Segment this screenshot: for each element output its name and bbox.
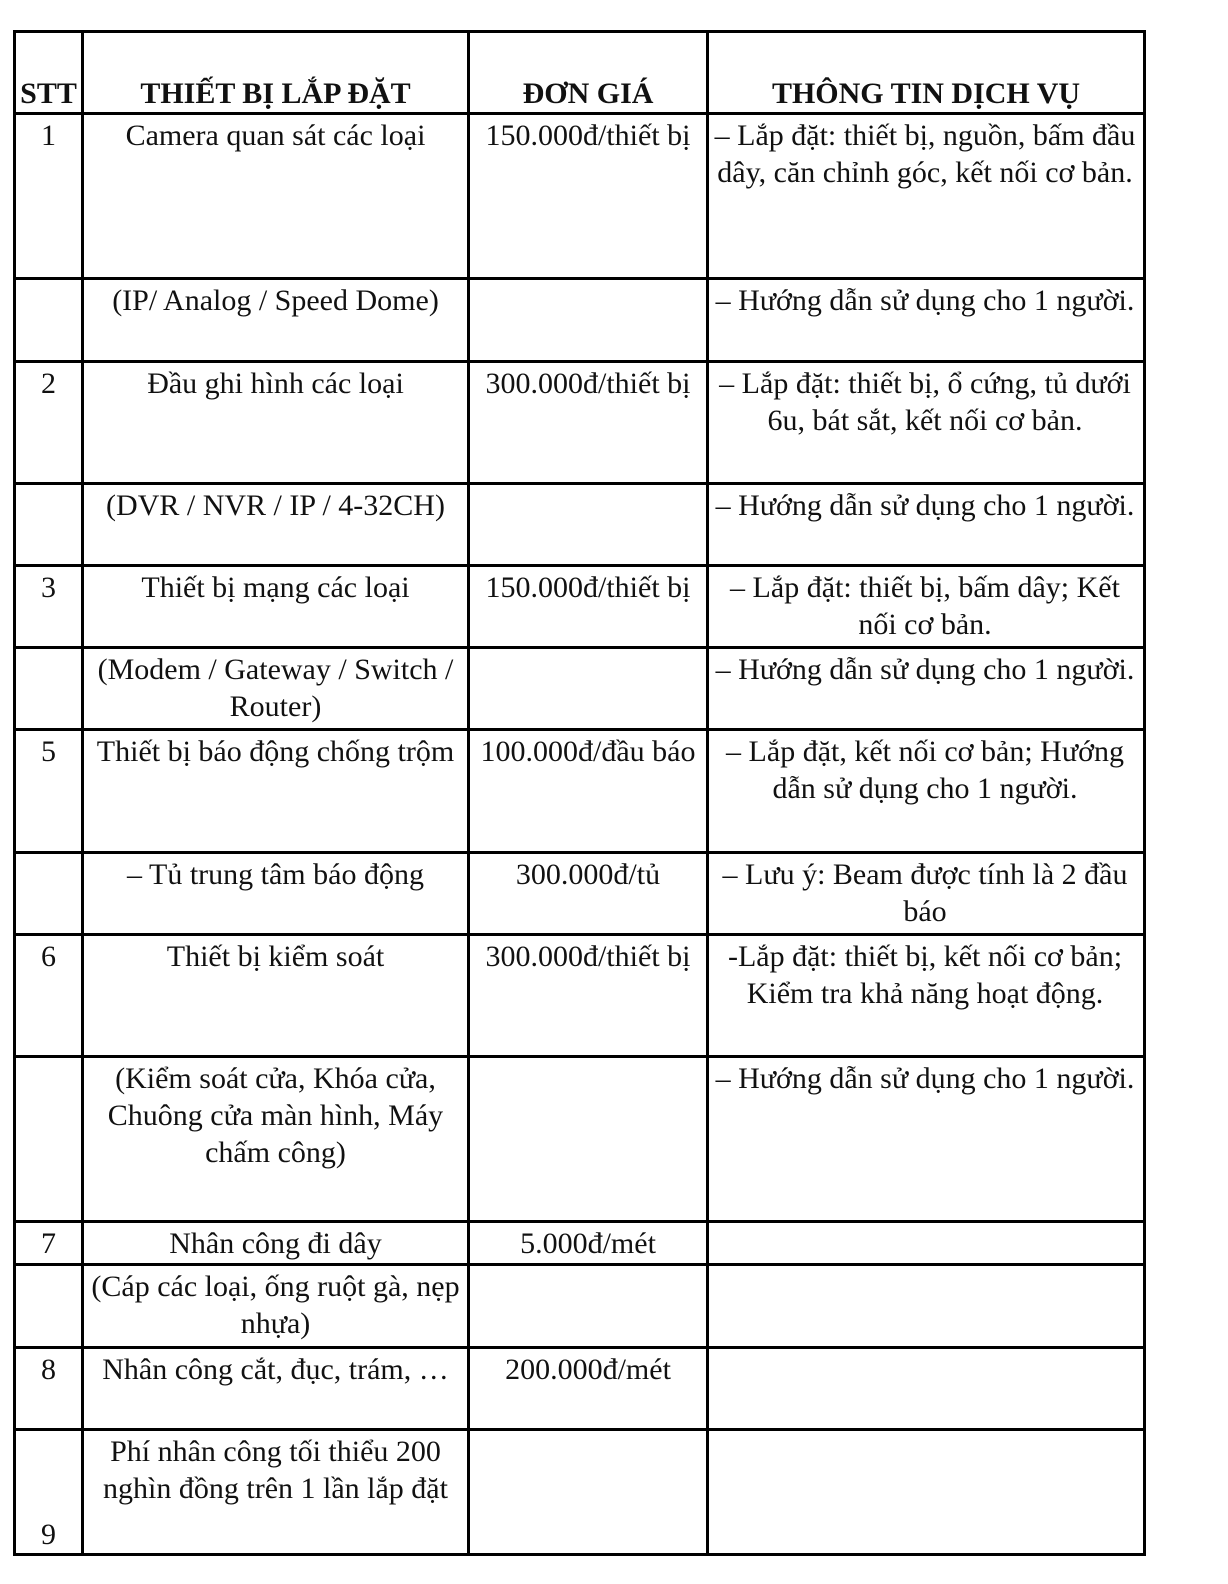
header-device: THIẾT BỊ LẮP ĐẶT bbox=[83, 32, 469, 114]
cell-device: Đầu ghi hình các loại bbox=[83, 362, 469, 484]
cell-price bbox=[469, 279, 708, 362]
cell-price: 300.000đ/thiết bị bbox=[469, 362, 708, 484]
cell-stt: 8 bbox=[15, 1348, 83, 1430]
cell-price: 150.000đ/thiết bị bbox=[469, 566, 708, 648]
cell-stt: 5 bbox=[15, 730, 83, 853]
table-row bbox=[15, 1265, 1145, 1348]
cell-service-info: -Lắp đặt: thiết bị, kết nối cơ bản; Kiểm tra khả năng hoạt động. bbox=[708, 935, 1145, 1057]
table-row bbox=[15, 853, 1145, 935]
table-row bbox=[15, 114, 1145, 279]
cell-price bbox=[469, 648, 708, 730]
cell-device: Thiết bị kiểm soát bbox=[83, 935, 469, 1057]
table-row bbox=[15, 566, 1145, 648]
price-table bbox=[13, 30, 1146, 1556]
cell-service-info: – Hướng dẫn sử dụng cho 1 người. bbox=[708, 279, 1145, 362]
cell-device: Thiết bị mạng các loại bbox=[83, 566, 469, 648]
cell-stt: 3 bbox=[15, 566, 83, 648]
cell-stt bbox=[15, 1265, 83, 1348]
cell-device: (Kiểm soát cửa, Khóa cửa, Chuông cửa màn hình, Máy chấm công) bbox=[83, 1057, 469, 1222]
cell-service-info bbox=[708, 1222, 1145, 1265]
cell-device: (IP/ Analog / Speed Dome) bbox=[83, 279, 469, 362]
cell-price bbox=[469, 1265, 708, 1348]
table-row bbox=[15, 484, 1145, 566]
cell-price: 5.000đ/mét bbox=[469, 1222, 708, 1265]
cell-stt bbox=[15, 484, 83, 566]
table-row bbox=[15, 935, 1145, 1057]
table-row bbox=[15, 648, 1145, 730]
cell-service-info: – Lắp đặt: thiết bị, nguồn, bấm đầu dây, căn chỉnh góc, kết nối cơ bản. bbox=[708, 114, 1145, 279]
cell-service-info: – Hướng dẫn sử dụng cho 1 người. bbox=[708, 484, 1145, 566]
cell-device: (Modem / Gateway / Switch / Router) bbox=[83, 648, 469, 730]
table-row bbox=[15, 730, 1145, 853]
cell-price bbox=[469, 1430, 708, 1555]
cell-device: Nhân công đi dây bbox=[83, 1222, 469, 1265]
cell-device: Thiết bị báo động chống trộm bbox=[83, 730, 469, 853]
cell-service-info bbox=[708, 1265, 1145, 1348]
cell-service-info: – Lắp đặt: thiết bị, bấm dây; Kết nối cơ bản. bbox=[708, 566, 1145, 648]
cell-stt: 9 bbox=[15, 1430, 83, 1555]
cell-price: 200.000đ/mét bbox=[469, 1348, 708, 1430]
table-row bbox=[15, 1057, 1145, 1222]
header-stt: STT bbox=[15, 32, 83, 114]
cell-service-info bbox=[708, 1348, 1145, 1430]
cell-price bbox=[469, 484, 708, 566]
cell-service-info: – Lưu ý: Beam được tính là 2 đầu báo bbox=[708, 853, 1145, 935]
table-row bbox=[15, 1348, 1145, 1430]
cell-stt bbox=[15, 853, 83, 935]
cell-service-info: – Lắp đặt, kết nối cơ bản; Hướng dẫn sử dụng cho 1 người. bbox=[708, 730, 1145, 853]
header-service-info: THÔNG TIN DỊCH VỤ bbox=[708, 32, 1145, 114]
cell-device: Camera quan sát các loại bbox=[83, 114, 469, 279]
cell-price: 100.000đ/đầu báo bbox=[469, 730, 708, 853]
header-row bbox=[15, 32, 1145, 114]
cell-price: 300.000đ/thiết bị bbox=[469, 935, 708, 1057]
header-price: ĐƠN GIÁ bbox=[469, 32, 708, 114]
table-row bbox=[15, 279, 1145, 362]
cell-stt bbox=[15, 1057, 83, 1222]
cell-price bbox=[469, 1057, 708, 1222]
table-row bbox=[15, 1430, 1145, 1555]
cell-price: 150.000đ/thiết bị bbox=[469, 114, 708, 279]
cell-device: – Tủ trung tâm báo động bbox=[83, 853, 469, 935]
cell-service-info: – Hướng dẫn sử dụng cho 1 người. bbox=[708, 1057, 1145, 1222]
cell-stt: 1 bbox=[15, 114, 83, 279]
cell-stt bbox=[15, 279, 83, 362]
cell-stt bbox=[15, 648, 83, 730]
cell-device: Phí nhân công tối thiểu 200 nghìn đồng trên 1 lần lắp đặt bbox=[83, 1430, 469, 1555]
cell-service-info bbox=[708, 1430, 1145, 1555]
cell-device: (DVR / NVR / IP / 4-32CH) bbox=[83, 484, 469, 566]
cell-stt: 2 bbox=[15, 362, 83, 484]
cell-price: 300.000đ/tủ bbox=[469, 853, 708, 935]
cell-device: Nhân công cắt, đục, trám, … bbox=[83, 1348, 469, 1430]
table-row bbox=[15, 1222, 1145, 1265]
table-row bbox=[15, 362, 1145, 484]
cell-service-info: – Lắp đặt: thiết bị, ổ cứng, tủ dưới 6u, bát sắt, kết nối cơ bản. bbox=[708, 362, 1145, 484]
cell-service-info: – Hướng dẫn sử dụng cho 1 người. bbox=[708, 648, 1145, 730]
cell-stt: 7 bbox=[15, 1222, 83, 1265]
cell-stt: 6 bbox=[15, 935, 83, 1057]
cell-device: (Cáp các loại, ống ruột gà, nẹp nhựa) bbox=[83, 1265, 469, 1348]
